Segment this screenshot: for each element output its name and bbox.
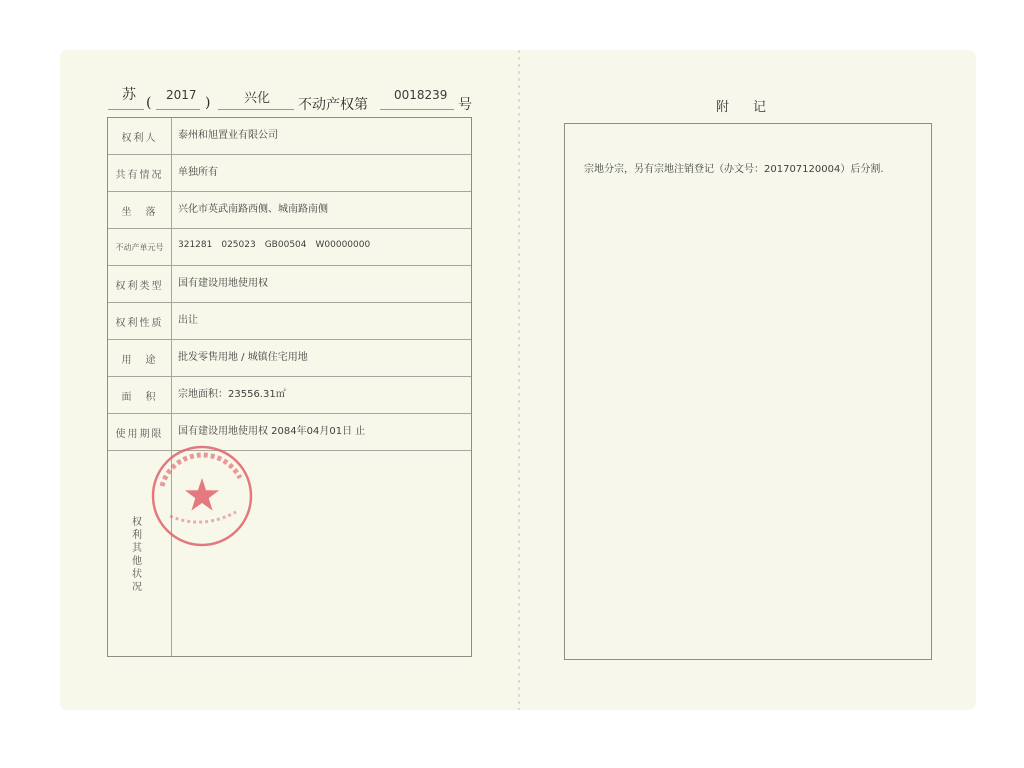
row-unit-number: [108, 229, 471, 266]
value-right-nature: 出让: [178, 315, 198, 326]
row-location: [108, 192, 471, 229]
underline-city: [218, 109, 294, 110]
row-usage: [108, 340, 471, 377]
value-unit-number: 321281 025023 GB00504 W00000000: [178, 240, 371, 250]
page-fold: [518, 50, 520, 710]
value-right-type: 国有建设用地使用权: [178, 278, 268, 289]
annotation-box: [564, 123, 932, 660]
row-right-type: [108, 266, 471, 303]
underline-number: [380, 109, 454, 110]
value-usage: 批发零售用地 / 城镇住宅用地: [178, 352, 308, 363]
label-right-type: 权利类型: [115, 280, 164, 292]
official-seal: [146, 444, 258, 548]
label-term: 使用期限: [115, 428, 164, 440]
cert-prefix: 不动产权第: [298, 97, 368, 113]
value-term: 国有建设用地使用权 2084年04月01日 止: [178, 426, 366, 437]
annotation-title-b: 记: [753, 100, 767, 115]
province-char: 苏: [122, 87, 136, 103]
value-location: 兴化市英武南路西侧、城南路南侧: [178, 204, 328, 215]
cert-header: [108, 82, 480, 114]
paren-open: (: [146, 95, 152, 111]
rights-table: [107, 117, 472, 657]
label-co-ownership: 共有情况: [115, 169, 164, 181]
label-owner: 权利人: [121, 132, 158, 144]
annotation-title: [716, 96, 766, 115]
row-co-ownership: [108, 155, 471, 192]
city-value: 兴化: [244, 91, 271, 106]
row-right-nature: [108, 303, 471, 340]
row-owner: [108, 118, 471, 155]
value-co-ownership: 单独所有: [178, 167, 218, 178]
label-unit-number: 不动产单元号: [115, 242, 164, 252]
cert-number: 0018239: [394, 88, 448, 102]
cert-suffix: 号: [458, 97, 472, 113]
label-other-conditions: 权利其他状况: [132, 517, 142, 593]
underline-province: [108, 109, 144, 110]
annotation-remark: 宗地分宗，另有宗地注销登记（办文号：201707120004）后分割.: [584, 164, 884, 175]
annotation-title-a: 附: [716, 100, 730, 115]
year-value: 2017: [166, 88, 197, 102]
row-area: [108, 377, 471, 414]
label-right-nature: 权利性质: [115, 317, 164, 329]
value-owner: 泰州和旭置业有限公司: [178, 130, 278, 141]
value-area: 宗地面积：23556.31㎡: [178, 389, 286, 400]
underline-year: [156, 109, 200, 110]
label-location: 坐 落: [121, 206, 158, 218]
label-usage: 用 途: [121, 354, 158, 366]
label-area: 面 积: [121, 391, 158, 403]
paren-close: ): [205, 95, 211, 111]
